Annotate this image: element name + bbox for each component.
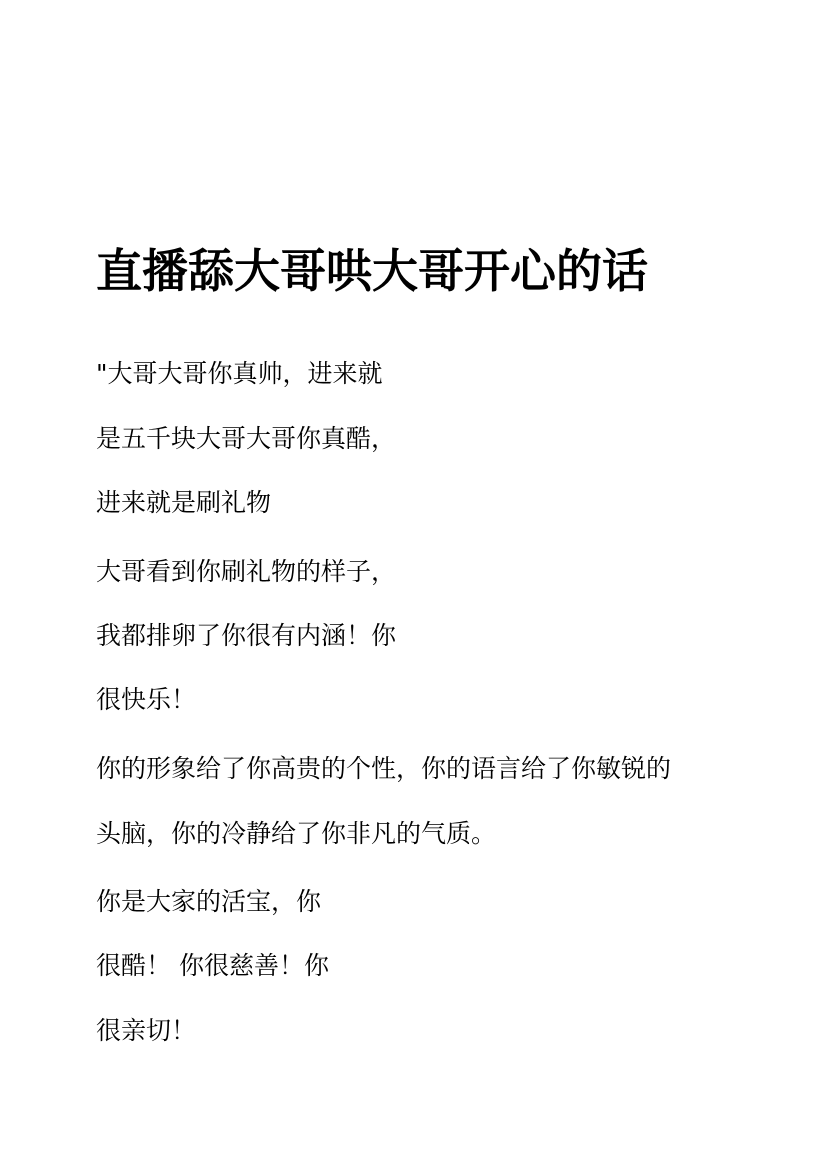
body-line-8: 头脑，你的冷静给了你非凡的气质。 — [96, 819, 497, 848]
body-line-11: 很亲切！ — [96, 1016, 197, 1045]
document-title: 直播舔大哥哄大哥开心的话 — [96, 244, 648, 298]
body-line-2: 是五千块大哥大哥你真酷， — [96, 424, 397, 453]
body-line-1: "大哥大哥你真帅，进来就 — [96, 359, 383, 388]
body-line-6: 很快乐！ — [96, 685, 197, 714]
body-line-4: 大哥看到你刷礼物的样子， — [96, 557, 397, 586]
body-line-9: 你是大家的活宝，你 — [96, 887, 322, 916]
body-line-5: 我都排卵了你很有内涵！你 — [96, 621, 397, 650]
body-line-7: 你的形象给了你高贵的个性，你的语言给了你敏锐的 — [96, 754, 672, 783]
body-line-10: 很酷！ 你很慈善！你 — [96, 951, 329, 980]
body-line-3: 进来就是刷礼物 — [96, 488, 272, 517]
